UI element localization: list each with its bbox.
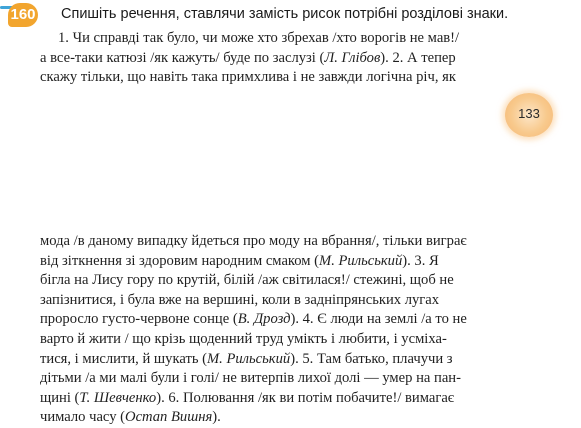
exercise-task: Спишіть речення, ставлячи замість рисок потрібні розділові знаки. (61, 6, 509, 22)
author-reference: М. Рильський (206, 350, 291, 367)
text-line: від зіткнення зі здоровим народним смаком (М. Рильський). 3. Я (40, 252, 439, 269)
author-reference: М. Рильський (319, 252, 403, 269)
author-reference: Т. Шевченко (79, 389, 157, 406)
author-reference: Остап Вишня (125, 409, 213, 426)
text-line: 1. Чи справді так було, чи може хто збрехав /хто ворогів не мав!/ (58, 30, 460, 46)
text-line: мода /в даному випадку йдеться про моду на вбрання/, тільки виграє (40, 233, 467, 249)
text-line: запізнитися, і була вже на вершині, коли в задніпрянських лугах (40, 291, 440, 308)
exercise-text-bottom (40, 232, 560, 428)
text-line: щині (Т. Шевченко). 6. Полювання /як ви потім побачите!/ вимагає (40, 389, 455, 406)
text-line: варто й жити / що крізь щоденний труд умікть і любити, і усміха- (40, 330, 447, 347)
page-number: 133 (518, 106, 540, 121)
text-line: бігла на Лису гору по крутій, білій /аж світилася!/ стежині, щоб не (40, 272, 454, 289)
text-line: тися, і мислити, й шукать (М. Рильський). 5. Там батько, плачучи з (40, 350, 453, 367)
exercise-text-top (40, 29, 560, 88)
text-line: чимало часу (Остап Вишня). (40, 409, 221, 426)
author-reference: Л. Глібов (324, 49, 381, 66)
text-line: проросло густо-червоне сонце (В. Дрозд). 4. Є люди на землі /а то не (40, 311, 467, 328)
text-line: скажу тільки, що навіть така примхлива і не завжди логічна річ, як (40, 69, 456, 86)
text-line: а все-таки катюзі /як кажуть/ буде по заслузі (Л. Глібов). 2. А тепер (40, 49, 456, 66)
author-reference: В. Дрозд (237, 311, 291, 328)
exercise-number-badge: 160 (8, 3, 38, 27)
text-line: дітьми /а ми малі були і голі/ не витерпів лихої долі — умер на пан- (40, 370, 461, 387)
page-number-badge (505, 93, 553, 137)
